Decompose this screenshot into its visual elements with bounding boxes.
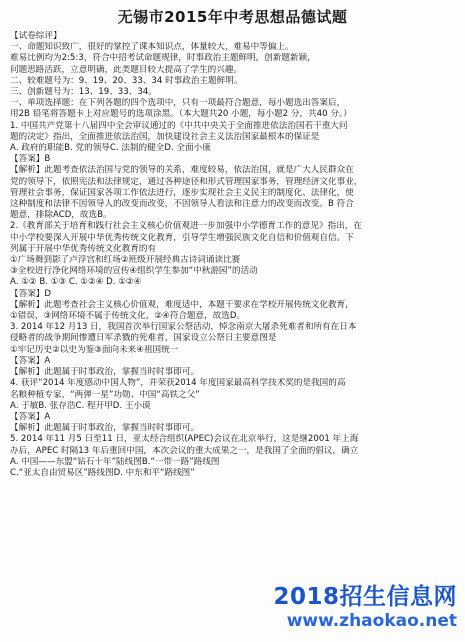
text-line: 【答案】D	[10, 288, 51, 299]
text-line: ①广场舞到影了卢浮宫和红场②班级开展经典古诗词诵读比赛	[10, 255, 241, 266]
text-line: 问题思路活跃，立意明确，此类题目较大提高了学生的兴趣。	[10, 64, 243, 75]
text-line: 【试卷综评】	[10, 31, 62, 41]
text-line: 一、单项选择题：在下列各题的四个选项中，只有一项最符合题意，每小题选出答案后，	[10, 98, 346, 109]
text-line: 党的领导下，依照宪法和法律规定，通过各种途径和形式管理国家事务，管理经济文化事业，	[10, 176, 363, 187]
text-line: 2.《教育部关于培育和践行社会主义核心价值观进一步加强中小学德育工作的意见》指出，在	[10, 221, 362, 232]
text-line: ①牢记历史②以史为鉴③面向未来④祖国统一	[10, 344, 179, 355]
text-line: 1. 中国共产党第十八届四中全会审议通过的《中共中央关于全面推进依法治国若干重大问	[10, 120, 348, 131]
text-line: 【解析】此题考查社会主义核心价值观，难度适中，本题干要求在学校开展传统文化教育，	[10, 299, 354, 310]
text-line: 【答案】A	[10, 411, 51, 422]
text-line: 【解析】此题考查依法治国与党的领导的关系，难度较易，依法治国，就是广大人民群众在	[10, 165, 354, 176]
page-title: 无锡市2015年中考思想品德试题	[117, 8, 348, 26]
watermark	[273, 578, 457, 631]
text-line: 二、较难题号为：9、19、20、33、34 时事政治主题鲜明。	[10, 75, 243, 86]
text-line: A. 政府的职能B. 党的领导C. 法制的健全D. 全面小康	[10, 143, 211, 154]
text-line: 【答案】B	[10, 154, 51, 165]
text-line: 【解析】此题属于时事政治，掌握当时时事即可。	[10, 367, 200, 378]
text-line: A. 于敏B. 张存浩C. 程开甲D. 王小谟	[10, 400, 151, 411]
text-line: 这种制度和法律不因领导人的改变而改变，不因领导人看法和注意力的改变而改变。B 符合	[10, 199, 354, 210]
watermark-logo-text: 2018招生信息网	[273, 584, 457, 610]
text-line: 4. 获评“2014 年度感动中国人物”，并荣获2014 年度国家最高科学技术奖的是我国的高	[10, 378, 346, 389]
text-line: 侵略者的战争期间惨遭日军杀戮的死难者，国家设立公祭日主要意图是	[10, 333, 277, 344]
text-line: 5. 2014 年11 月5 日至11 日，亚太经合组织(APEC)会议在北京举行，这是继2001 年上海	[10, 434, 359, 445]
text-line: 题意，排除ACD，故选B。	[10, 210, 112, 221]
text-line: ①错误，③网络环境不属于传统文化，②④符合题意，故选D。	[10, 311, 246, 322]
text-line: 【答案】A	[10, 355, 51, 366]
text-line: 题的决定》指出，全面推进依法治国，加快建设社会主义法治国家最根本的保证是	[10, 131, 320, 142]
text-line: 名粮种植专家，“两弹一星”功勋、中国“高铁之父”	[10, 389, 200, 400]
text-line: 难易比例均为2:5:3，符合中招考试命题规律，时事政治主题鲜明，创新题新颖，	[10, 53, 316, 64]
exam-body	[10, 31, 462, 479]
text-line: C.“亚太自由贸易区”路线图D. 中东和平“路线图”	[10, 467, 195, 478]
text-line: 中小学校要深入开展中华优秀传统文化教育，引导学生增强民族文化自信和价值观自信。下	[10, 232, 354, 243]
text-line: A. 中国——东盟“钻石十年”陆线图B.“一带一路”路线图	[10, 456, 220, 467]
text-line: 办后，APEC 时隔13 年后重回中国，本次会议的重大成果之一，是我国了全面的倡议，确立	[10, 445, 359, 456]
text-line: A. ①② B. ①③ C. ①②④ D. ①②④	[10, 277, 142, 288]
text-line: 列属于开展中华优秀传统文化教育的有	[10, 243, 157, 254]
text-line: 管理社会事务，保证国家各项工作依法进行，逐步实现社会主义民主的制度化、法律化，使	[10, 187, 354, 198]
text-line: ③全校进行净化网络环境的宣传④组织学生参加“中秋游园”的活动	[10, 266, 258, 277]
watermark-url: www.zhaokao.net	[286, 611, 457, 631]
text-line: 用2B 铅笔将答题卡上对应题号的选项涂黑。（本大题共20 小题，每小题2 分，共40 分。）	[10, 109, 352, 120]
text-line: 一、命题知识致广，很好的掌控了课本知识点，体量较大，难易中等偏上。	[10, 42, 294, 53]
text-line: 三、创新题号为：13、19、33、34。	[10, 87, 157, 98]
text-line: 【解析】此题属于时事政治，掌握当时时事即可。	[10, 423, 200, 434]
text-line: 3. 2014 年12 月13 日，我国首次举行国家公祭活动，悼念南京大屠杀死难者和所有在日本	[10, 322, 357, 333]
